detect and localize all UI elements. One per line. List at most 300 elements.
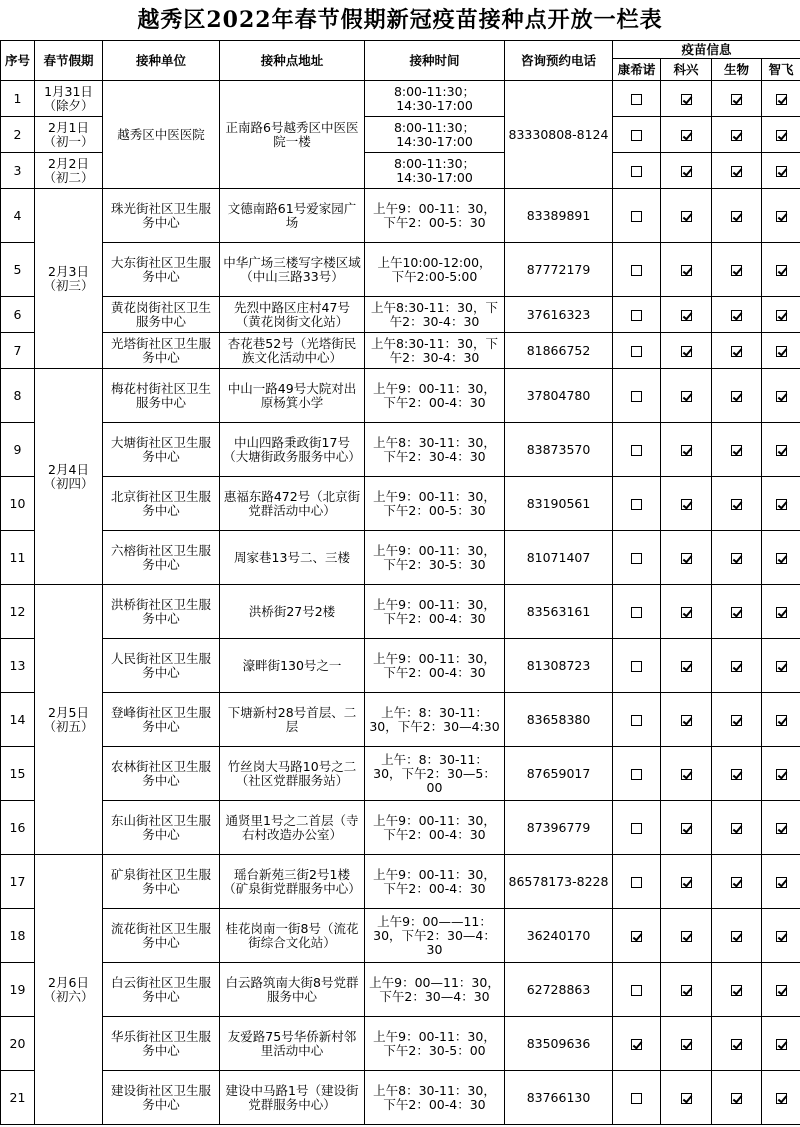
holiday-date: 1月31日 （除夕） — [35, 81, 103, 117]
row-number: 10 — [1, 477, 35, 531]
table-row — [1, 531, 800, 585]
vaccine-cell-sinovac — [661, 189, 712, 243]
vaccination-time: 上午9：00-11：30，下午2：00-4：30 — [365, 801, 505, 855]
vaccine-cell-sinopharm — [712, 243, 762, 297]
holiday-date: 2月4日 （初四） — [35, 369, 103, 585]
site-address: 周家巷13号二、三楼 — [220, 531, 365, 585]
vaccine-cell-cansino — [613, 477, 661, 531]
phone-number: 87659017 — [505, 747, 613, 801]
row-number: 14 — [1, 693, 35, 747]
row-number: 17 — [1, 855, 35, 909]
empty-box-icon — [631, 715, 642, 726]
empty-box-icon — [631, 211, 642, 222]
vaccine-cell-sinovac — [661, 855, 712, 909]
checked-box-icon — [681, 346, 692, 357]
site-address: 洪桥街27号2楼 — [220, 585, 365, 639]
checked-box-icon — [681, 607, 692, 618]
vaccination-time: 上午9：00-11：30，下午2：30-5：00 — [365, 1017, 505, 1071]
vaccine-cell-sinovac — [661, 153, 712, 189]
vaccine-cell-sinovac — [661, 423, 712, 477]
vaccination-time: 8:00-11:30； 14:30-17:00 — [365, 153, 505, 189]
vaccine-cell-zhifei — [762, 585, 800, 639]
holiday-date: 2月6日 （初六） — [35, 855, 103, 1125]
phone-number: 83658380 — [505, 693, 613, 747]
checked-box-icon — [776, 94, 787, 105]
holiday-date: 2月1日 （初一） — [35, 117, 103, 153]
empty-box-icon — [631, 391, 642, 402]
vaccine-cell-sinopharm — [712, 801, 762, 855]
row-number: 9 — [1, 423, 35, 477]
phone-number: 37804780 — [505, 369, 613, 423]
empty-box-icon — [631, 1093, 642, 1104]
vaccine-cell-sinopharm — [712, 153, 762, 189]
table-row — [1, 801, 800, 855]
vaccine-cell-sinovac — [661, 747, 712, 801]
vaccine-cell-sinovac — [661, 477, 712, 531]
checked-box-icon — [681, 1039, 692, 1050]
phone-number: 83509636 — [505, 1017, 613, 1071]
empty-box-icon — [631, 445, 642, 456]
vaccine-cell-cansino — [613, 531, 661, 585]
vaccine-cell-zhifei — [762, 423, 800, 477]
phone-number: 62728863 — [505, 963, 613, 1017]
vaccination-unit: 北京街社区卫生服务中心 — [103, 477, 220, 531]
site-address: 白云路筑南大街8号党群服务中心 — [220, 963, 365, 1017]
row-number: 21 — [1, 1071, 35, 1125]
vaccine-cell-sinovac — [661, 909, 712, 963]
row-number: 4 — [1, 189, 35, 243]
vaccine-cell-sinopharm — [712, 639, 762, 693]
table-row — [1, 963, 800, 1017]
checked-box-icon — [776, 715, 787, 726]
vaccine-cell-cansino — [613, 585, 661, 639]
vaccine-cell-sinopharm — [712, 423, 762, 477]
empty-box-icon — [631, 553, 642, 564]
vaccine-cell-sinovac — [661, 639, 712, 693]
header-holiday: 春节假期 — [35, 41, 103, 81]
checked-box-icon — [776, 931, 787, 942]
vaccine-cell-zhifei — [762, 1071, 800, 1125]
table-row — [1, 333, 800, 369]
checked-box-icon — [776, 823, 787, 834]
table-row — [1, 693, 800, 747]
checked-box-icon — [731, 661, 742, 672]
vaccine-cell-cansino — [613, 117, 661, 153]
row-number: 5 — [1, 243, 35, 297]
header-seq: 序号 — [1, 41, 35, 81]
vaccine-cell-sinopharm — [712, 117, 762, 153]
vaccine-cell-cansino — [613, 1017, 661, 1071]
vaccination-unit: 梅花村街社区卫生服务中心 — [103, 369, 220, 423]
vaccine-cell-cansino — [613, 243, 661, 297]
vaccine-cell-sinopharm — [712, 963, 762, 1017]
checked-box-icon — [776, 166, 787, 177]
table-row — [1, 243, 800, 297]
vaccination-time: 上午10:00-12:00， 下午2:00-5:00 — [365, 243, 505, 297]
empty-box-icon — [631, 985, 642, 996]
checked-box-icon — [681, 1093, 692, 1104]
table-row — [1, 909, 800, 963]
vaccination-time: 上午9：00-11：30，下午2：00-5：30 — [365, 189, 505, 243]
vaccine-cell-cansino — [613, 369, 661, 423]
header-time: 接种时间 — [365, 41, 505, 81]
vaccine-cell-zhifei — [762, 333, 800, 369]
site-address: 中山一路49号大院对出原杨箕小学 — [220, 369, 365, 423]
site-address: 濠畔街130号之一 — [220, 639, 365, 693]
table-row — [1, 639, 800, 693]
table-row — [1, 477, 800, 531]
page-title: 越秀区2022年春节假期新冠疫苗接种点开放一栏表 — [137, 7, 663, 33]
vaccine-cell-cansino — [613, 81, 661, 117]
vaccine-cell-sinopharm — [712, 855, 762, 909]
vaccine-cell-sinopharm — [712, 1017, 762, 1071]
site-address: 通贤里1号之二首层（寺右村改造办公室） — [220, 801, 365, 855]
table-row — [1, 423, 800, 477]
vaccine-cell-zhifei — [762, 1017, 800, 1071]
phone-number: 87772179 — [505, 243, 613, 297]
vaccine-cell-zhifei — [762, 297, 800, 333]
checked-box-icon — [776, 553, 787, 564]
empty-box-icon — [631, 346, 642, 357]
site-address: 瑶台新苑三街2号1楼（矿泉街党群服务中心） — [220, 855, 365, 909]
vaccine-cell-sinopharm — [712, 333, 762, 369]
phone-number: 83873570 — [505, 423, 613, 477]
vaccine-cell-sinovac — [661, 1071, 712, 1125]
vaccine-cell-zhifei — [762, 747, 800, 801]
header-vaccine-zhifei: 智飞 — [762, 59, 800, 81]
checked-box-icon — [681, 499, 692, 510]
vaccine-cell-zhifei — [762, 801, 800, 855]
row-number: 2 — [1, 117, 35, 153]
checked-box-icon — [681, 661, 692, 672]
vaccine-cell-sinovac — [661, 369, 712, 423]
table-row — [1, 297, 800, 333]
table-row — [1, 81, 800, 117]
site-address: 建设中马路1号（建设街党群服务中心） — [220, 1071, 365, 1125]
vaccine-cell-cansino — [613, 1071, 661, 1125]
vaccine-cell-sinovac — [661, 693, 712, 747]
row-number: 8 — [1, 369, 35, 423]
table-row — [1, 189, 800, 243]
vaccine-cell-zhifei — [762, 153, 800, 189]
checked-box-icon — [681, 166, 692, 177]
vaccination-time: 上午9：00-11：30，下午2：00-4：30 — [365, 639, 505, 693]
vaccination-unit: 珠光街社区卫生服务中心 — [103, 189, 220, 243]
vaccine-cell-zhifei — [762, 477, 800, 531]
checked-box-icon — [731, 607, 742, 618]
row-number: 19 — [1, 963, 35, 1017]
phone-number: 83330808-8124 — [505, 81, 613, 189]
checked-box-icon — [731, 445, 742, 456]
vaccination-unit: 黄花岗街社区卫生服务中心 — [103, 297, 220, 333]
vaccine-cell-cansino — [613, 963, 661, 1017]
holiday-date: 2月3日 （初三） — [35, 189, 103, 369]
vaccine-cell-cansino — [613, 189, 661, 243]
vaccine-cell-sinopharm — [712, 369, 762, 423]
checked-box-icon — [731, 1039, 742, 1050]
vaccination-time: 上午：8：30-11：30，下午2：30—5：00 — [365, 747, 505, 801]
vaccination-time: 上午8:30-11：30，下午2：30-4：30 — [365, 297, 505, 333]
row-number: 16 — [1, 801, 35, 855]
vaccination-table — [0, 40, 800, 1125]
checked-box-icon — [681, 769, 692, 780]
vaccination-unit: 农林街社区卫生服务中心 — [103, 747, 220, 801]
checked-box-icon — [776, 211, 787, 222]
vaccination-time: 上午9：00-11：30，下午2：30-5：30 — [365, 531, 505, 585]
checked-box-icon — [681, 985, 692, 996]
vaccine-cell-sinovac — [661, 117, 712, 153]
row-number: 1 — [1, 81, 35, 117]
phone-number: 81308723 — [505, 639, 613, 693]
row-number: 18 — [1, 909, 35, 963]
vaccine-cell-sinovac — [661, 333, 712, 369]
checked-box-icon — [731, 265, 742, 276]
checked-box-icon — [731, 499, 742, 510]
site-address: 正南路6号越秀区中医医院一楼 — [220, 81, 365, 189]
vaccination-unit: 六榕街社区卫生服务中心 — [103, 531, 220, 585]
checked-box-icon — [681, 715, 692, 726]
vaccine-cell-sinopharm — [712, 747, 762, 801]
header-vaccine-sinovac: 科兴 — [661, 59, 712, 81]
checked-box-icon — [731, 985, 742, 996]
row-number: 11 — [1, 531, 35, 585]
vaccine-cell-zhifei — [762, 639, 800, 693]
phone-number: 81866752 — [505, 333, 613, 369]
site-address: 中华广场三楼写字楼区域（中山三路33号） — [220, 243, 365, 297]
vaccination-unit: 光塔街社区卫生服务中心 — [103, 333, 220, 369]
checked-box-icon — [681, 391, 692, 402]
vaccine-cell-zhifei — [762, 243, 800, 297]
checked-box-icon — [731, 877, 742, 888]
checked-box-icon — [681, 94, 692, 105]
checked-box-icon — [731, 823, 742, 834]
vaccination-unit: 华乐街社区卫生服务中心 — [103, 1017, 220, 1071]
checked-box-icon — [681, 823, 692, 834]
checked-box-icon — [631, 931, 642, 942]
vaccination-time: 上午8：30-11：30，下午2：00-4：30 — [365, 1071, 505, 1125]
site-address: 中山四路秉政街17号（大塘街政务服务中心） — [220, 423, 365, 477]
checked-box-icon — [776, 661, 787, 672]
table-row — [1, 1017, 800, 1071]
checked-box-icon — [731, 931, 742, 942]
checked-box-icon — [776, 130, 787, 141]
checked-box-icon — [681, 310, 692, 321]
vaccination-time: 上午9：00-11：30，下午2：00-4：30 — [365, 585, 505, 639]
empty-box-icon — [631, 607, 642, 618]
vaccination-time: 上午8：30-11：30，下午2：30-4：30 — [365, 423, 505, 477]
site-address: 文德南路61号爱家园广场 — [220, 189, 365, 243]
vaccination-time: 上午9：00——11：30，下午2：30—4：30 — [365, 909, 505, 963]
vaccination-time: 上午9：00-11：30，下午2：00-5：30 — [365, 477, 505, 531]
checked-box-icon — [731, 715, 742, 726]
vaccine-cell-sinovac — [661, 1017, 712, 1071]
vaccine-cell-sinopharm — [712, 909, 762, 963]
row-number: 7 — [1, 333, 35, 369]
vaccine-cell-sinopharm — [712, 531, 762, 585]
checked-box-icon — [776, 1039, 787, 1050]
vaccine-cell-cansino — [613, 855, 661, 909]
vaccine-cell-zhifei — [762, 693, 800, 747]
site-address: 下塘新村28号首层、二层 — [220, 693, 365, 747]
site-address: 桂花岗南一街8号（流花街综合文化站） — [220, 909, 365, 963]
phone-number: 37616323 — [505, 297, 613, 333]
row-number: 20 — [1, 1017, 35, 1071]
holiday-date: 2月2日 （初二） — [35, 153, 103, 189]
checked-box-icon — [731, 211, 742, 222]
table-row — [1, 855, 800, 909]
checked-box-icon — [776, 1093, 787, 1104]
checked-box-icon — [681, 265, 692, 276]
site-address: 竹丝岗大马路10号之二（社区党群服务站） — [220, 747, 365, 801]
checked-box-icon — [776, 445, 787, 456]
vaccination-time: 上午9：00—11：30，下午2：30—4：30 — [365, 963, 505, 1017]
vaccine-cell-sinovac — [661, 81, 712, 117]
vaccine-cell-cansino — [613, 333, 661, 369]
empty-box-icon — [631, 166, 642, 177]
vaccine-cell-cansino — [613, 297, 661, 333]
vaccine-cell-sinopharm — [712, 477, 762, 531]
phone-number: 83766130 — [505, 1071, 613, 1125]
vaccine-cell-zhifei — [762, 369, 800, 423]
vaccination-unit: 东山街社区卫生服务中心 — [103, 801, 220, 855]
checked-box-icon — [631, 1039, 642, 1050]
empty-box-icon — [631, 877, 642, 888]
checked-box-icon — [776, 310, 787, 321]
checked-box-icon — [731, 310, 742, 321]
vaccine-cell-cansino — [613, 423, 661, 477]
phone-number: 83389891 — [505, 189, 613, 243]
vaccine-cell-sinovac — [661, 531, 712, 585]
site-address: 友爱路75号华侨新村邻里活动中心 — [220, 1017, 365, 1071]
vaccine-cell-sinopharm — [712, 585, 762, 639]
vaccination-unit: 大东街社区卫生服务中心 — [103, 243, 220, 297]
vaccine-cell-zhifei — [762, 81, 800, 117]
vaccination-time: 8:00-11:30； 14:30-17:00 — [365, 117, 505, 153]
row-number: 3 — [1, 153, 35, 189]
checked-box-icon — [681, 877, 692, 888]
vaccine-cell-cansino — [613, 639, 661, 693]
empty-box-icon — [631, 769, 642, 780]
empty-box-icon — [631, 265, 642, 276]
checked-box-icon — [681, 553, 692, 564]
checked-box-icon — [776, 985, 787, 996]
phone-number: 36240170 — [505, 909, 613, 963]
header-address: 接种点地址 — [220, 41, 365, 81]
empty-box-icon — [631, 94, 642, 105]
vaccine-cell-sinopharm — [712, 189, 762, 243]
vaccine-cell-zhifei — [762, 531, 800, 585]
checked-box-icon — [681, 130, 692, 141]
vaccine-cell-sinopharm — [712, 81, 762, 117]
vaccination-unit: 洪桥街社区卫生服务中心 — [103, 585, 220, 639]
checked-box-icon — [776, 265, 787, 276]
empty-box-icon — [631, 499, 642, 510]
checked-box-icon — [731, 94, 742, 105]
vaccine-cell-cansino — [613, 747, 661, 801]
vaccine-cell-sinopharm — [712, 1071, 762, 1125]
vaccine-cell-cansino — [613, 909, 661, 963]
phone-number: 87396779 — [505, 801, 613, 855]
empty-box-icon — [631, 310, 642, 321]
header-vaccine-cansino: 康希诺 — [613, 59, 661, 81]
checked-box-icon — [776, 391, 787, 402]
vaccination-unit: 人民街社区卫生服务中心 — [103, 639, 220, 693]
phone-number: 83563161 — [505, 585, 613, 639]
header-vaccine-sinopharm: 生物 — [712, 59, 762, 81]
site-address: 杏花巷52号（光塔街民族文化活动中心） — [220, 333, 365, 369]
vaccination-unit: 矿泉街社区卫生服务中心 — [103, 855, 220, 909]
phone-number: 81071407 — [505, 531, 613, 585]
vaccine-cell-sinovac — [661, 963, 712, 1017]
vaccination-time: 上午：8：30-11：30，下午2：30—4:30 — [365, 693, 505, 747]
vaccination-time: 上午8:30-11：30，下午2：30-4：30 — [365, 333, 505, 369]
table-row — [1, 585, 800, 639]
empty-box-icon — [631, 823, 642, 834]
checked-box-icon — [681, 445, 692, 456]
vaccination-time: 上午9：00-11：30，下午2：00-4：30 — [365, 855, 505, 909]
row-number: 15 — [1, 747, 35, 801]
vaccination-unit: 流花街社区卫生服务中心 — [103, 909, 220, 963]
vaccine-cell-sinopharm — [712, 693, 762, 747]
vaccination-unit: 大塘街社区卫生服务中心 — [103, 423, 220, 477]
vaccine-cell-zhifei — [762, 909, 800, 963]
phone-number: 86578173-8228 — [505, 855, 613, 909]
header-phone: 咨询预约电话 — [505, 41, 613, 81]
vaccination-unit: 建设街社区卫生服务中心 — [103, 1071, 220, 1125]
checked-box-icon — [776, 877, 787, 888]
vaccine-cell-sinovac — [661, 585, 712, 639]
checked-box-icon — [776, 346, 787, 357]
vaccine-cell-zhifei — [762, 117, 800, 153]
checked-box-icon — [731, 1093, 742, 1104]
checked-box-icon — [681, 931, 692, 942]
vaccination-time: 上午9：00-11：30，下午2：00-4：30 — [365, 369, 505, 423]
row-number: 13 — [1, 639, 35, 693]
header-vaccine-info: 疫苗信息 — [613, 41, 800, 59]
empty-box-icon — [631, 130, 642, 141]
table-row — [1, 1071, 800, 1125]
vaccine-cell-sinopharm — [712, 297, 762, 333]
checked-box-icon — [731, 166, 742, 177]
row-number: 12 — [1, 585, 35, 639]
vaccine-cell-sinovac — [661, 801, 712, 855]
vaccine-cell-cansino — [613, 693, 661, 747]
vaccine-cell-sinovac — [661, 297, 712, 333]
vaccine-cell-zhifei — [762, 963, 800, 1017]
vaccination-unit: 越秀区中医医院 — [103, 81, 220, 189]
checked-box-icon — [731, 391, 742, 402]
vaccine-cell-zhifei — [762, 855, 800, 909]
checked-box-icon — [731, 553, 742, 564]
vaccine-cell-zhifei — [762, 189, 800, 243]
phone-number: 83190561 — [505, 477, 613, 531]
site-address: 惠福东路472号（北京街党群活动中心） — [220, 477, 365, 531]
checked-box-icon — [731, 346, 742, 357]
table-row — [1, 747, 800, 801]
vaccination-time: 8:00-11:30； 14:30-17:00 — [365, 81, 505, 117]
empty-box-icon — [631, 661, 642, 672]
vaccine-cell-cansino — [613, 801, 661, 855]
vaccination-unit: 白云街社区卫生服务中心 — [103, 963, 220, 1017]
checked-box-icon — [776, 607, 787, 618]
header-unit: 接种单位 — [103, 41, 220, 81]
row-number: 6 — [1, 297, 35, 333]
vaccine-cell-sinovac — [661, 243, 712, 297]
checked-box-icon — [731, 769, 742, 780]
vaccine-cell-cansino — [613, 153, 661, 189]
checked-box-icon — [681, 211, 692, 222]
holiday-date: 2月5日 （初五） — [35, 585, 103, 855]
